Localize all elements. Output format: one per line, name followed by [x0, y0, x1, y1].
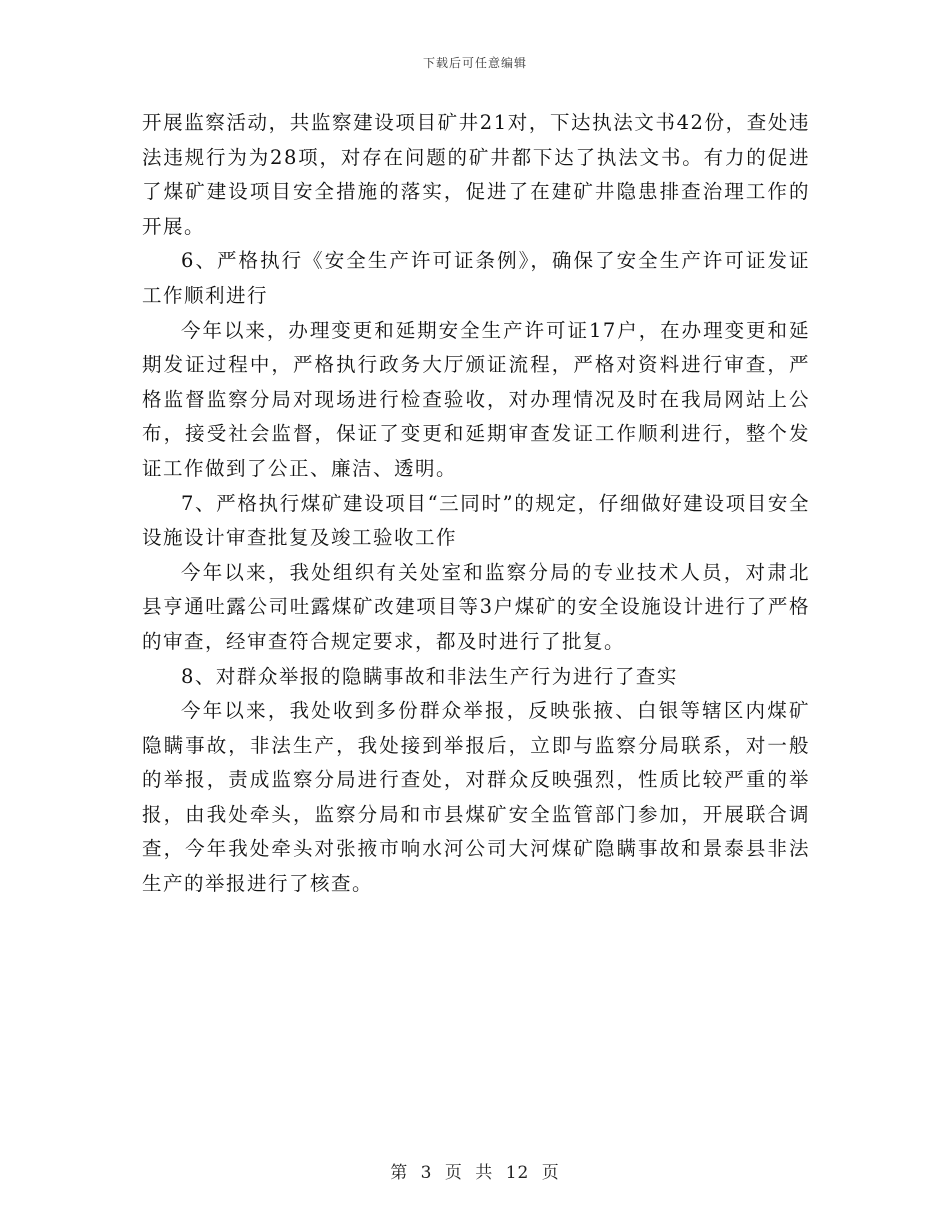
paragraph-1: 开展监察活动，共监察建设项目矿井21对，下达执法文书42份，查处违法违规行为为28项，对存在问题的矿井都下达了执法文书。有力的促进了煤矿建设项目安全措施的落实，促进了在建矿井隐患排查治理工作的开展。: [142, 111, 810, 238]
heading-item-8: 8、对群众举报的隐瞒事故和非法生产行为进行了查实: [181, 664, 678, 688]
page-number-footer: 第 3 页 共 12 页: [390, 1163, 560, 1183]
page-header: 下载后可任意编辑: [422, 56, 527, 70]
heading-item-7: 7、严格执行煤矿建设项目“三同时”的规定，仔细做好建设项目安全设施设计审查批复及竣工验收工作: [142, 491, 810, 550]
paragraph-3: 今年以来，我处组织有关处室和监察分局的专业技术人员，对肃北县亨通吐露公司吐露煤矿改建项目等3户煤矿的安全设施设计进行了严格的审查，经审查符合规定要求，都及时进行了批复。: [142, 560, 810, 653]
paragraph-4: 今年以来，我处收到多份群众举报，反映张掖、白银等辖区内煤矿隐瞒事故，非法生产，我处接到举报后，立即与监察分局联系，对一般的举报，责成监察分局进行查处，对群众反映强烈，性质比较严重的举报，由我处牵头，监察分局和市县煤矿安全监管部门参加，开展联合调查，今年我处牵头对张掖市响水河公司大河煤矿隐瞒事故和景泰县非法生产的举报进行了核查。: [142, 699, 810, 896]
heading-item-6: 6、严格执行《安全生产许可证条例》，确保了安全生产许可证发证工作顺利进行: [142, 249, 810, 307]
paragraph-2: 今年以来，办理变更和延期安全生产许可证17户，在办理变更和延期发证过程中，严格执行政务大厅颁证流程，严格对资料进行审查，严格监督监察分局对现场进行检查验收，对办理情况及时在我局网站上公布，接受社会监督，保证了变更和延期审查发证工作顺利进行，整个发证工作做到了公正、廉洁、透明。: [142, 318, 810, 480]
document-body: [142, 106, 810, 902]
